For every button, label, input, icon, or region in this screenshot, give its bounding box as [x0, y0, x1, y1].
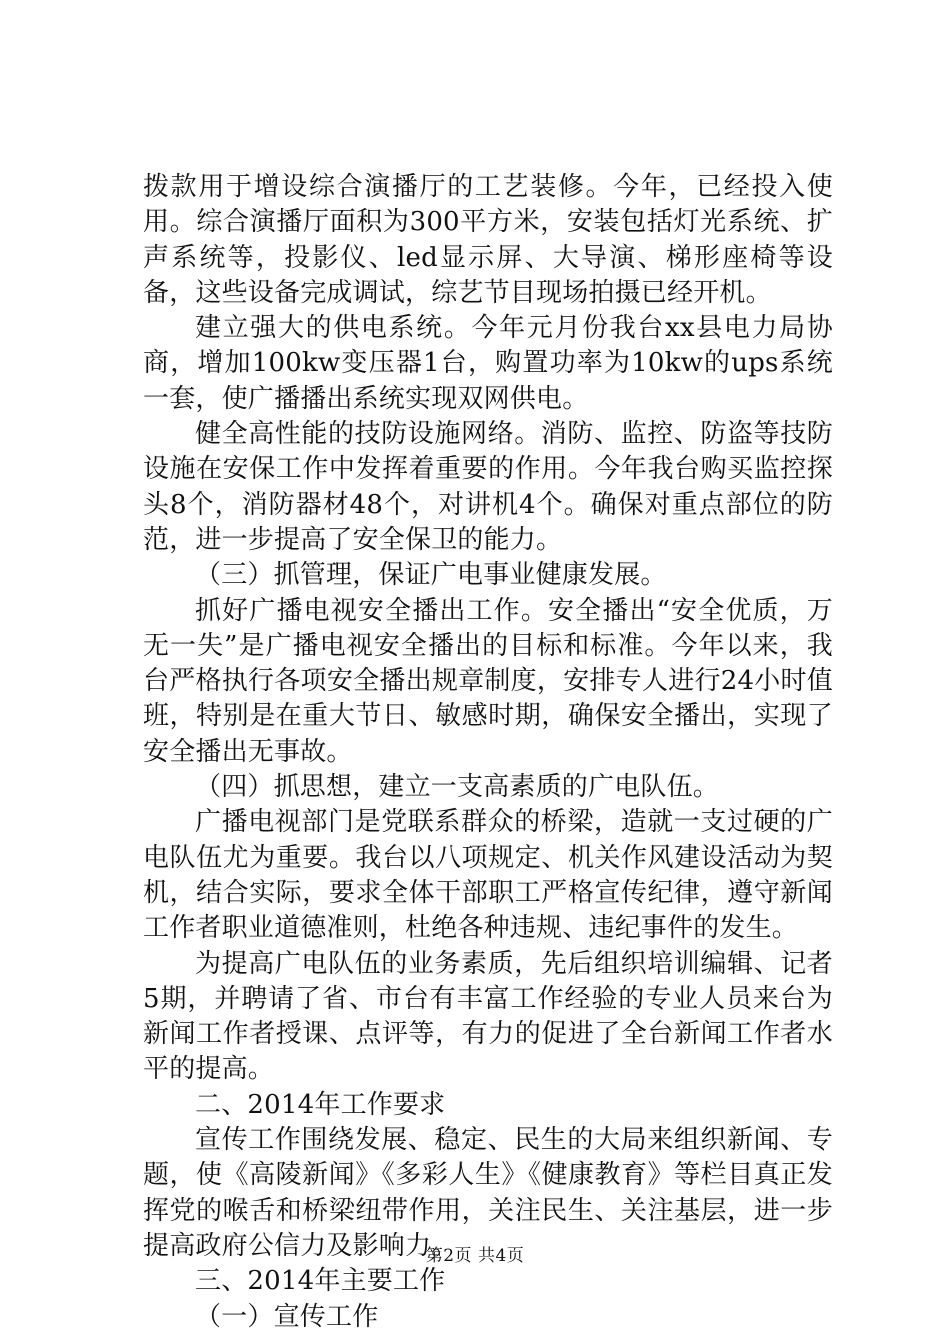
subsection-heading-propaganda: （一）宣传工作 — [195, 1301, 379, 1332]
section-heading-main-work: 三、2014年主要工作 — [195, 1266, 446, 1297]
document-body — [143, 170, 833, 1335]
section-heading-management: （三）抓管理，保证广电事业健康发展。 — [195, 560, 667, 591]
page-footer: 第2页 共4页 — [425, 1246, 525, 1266]
paragraph-team-discipline: 广播电视部门是党联系群众的桥梁，造就一支过硬的广电队伍尤为重要。我台以八项规定、机关作风建设活动为契机，结合实际，要求全体干部职工严格宣传纪律，遵守新闻工作者职业道德准则，杜绝各种违规、违纪事件的发生。 — [143, 807, 833, 944]
section-heading-requirements: 二、2014年工作要求 — [195, 1089, 446, 1120]
paragraph-power-system: 建立强大的供电系统。今年元月份我台xx县电力局协商，增加100kw变压器1台，购置功率为10kw的ups系统一套，使广播播出系统实现双网供电。 — [143, 313, 833, 414]
paragraph-propaganda: 宣传工作围绕发展、稳定、民生的大局来组织新闻、专题，使《高陵新闻》《多彩人生》《健康教育》等栏目真正发挥党的喉舌和桥梁纽带作用，关注民生、关注基层，进一步提高政府公信力及影响力。 — [143, 1125, 833, 1261]
paragraph-training: 为提高广电队伍的业务素质，先后组织培训编辑、记者5期，并聘请了省、市台有丰富工作经验的专业人员来台为新闻工作者授课、点评等，有力的促进了全台新闻工作者水平的提高。 — [143, 948, 833, 1085]
paragraph-studio-renovation: 拨款用于增设综合演播厅的工艺装修。今年，已经投入使用。综合演播厅面积为300平方米，安装包括灯光系统、扩声系统等，投影仪、led显示屏、大导演、梯形座椅等设备，这些设备完成调试，综艺节目现场拍摄已经开机。 — [143, 172, 833, 308]
section-heading-team: （四）抓思想，建立一支高素质的广电队伍。 — [195, 772, 720, 803]
paragraph-safe-broadcast: 抓好广播电视安全播出工作。安全播出“安全优质，万无一失”是广播电视安全播出的目标和标准。今年以来，我台严格执行各项安全播出规章制度，安排专人进行24小时值班，特别是在重大节日、敏感时期，确保安全播出，实现了安全播出无事故。 — [143, 595, 833, 767]
paragraph-security-facilities: 健全高性能的技防设施网络。消防、监控、防盗等技防设施在安保工作中发挥着重要的作用。今年我台购买监控探头8个，消防器材48个，对讲机4个。确保对重点部位的防范，进一步提高了安全保卫的能力。 — [143, 419, 833, 555]
